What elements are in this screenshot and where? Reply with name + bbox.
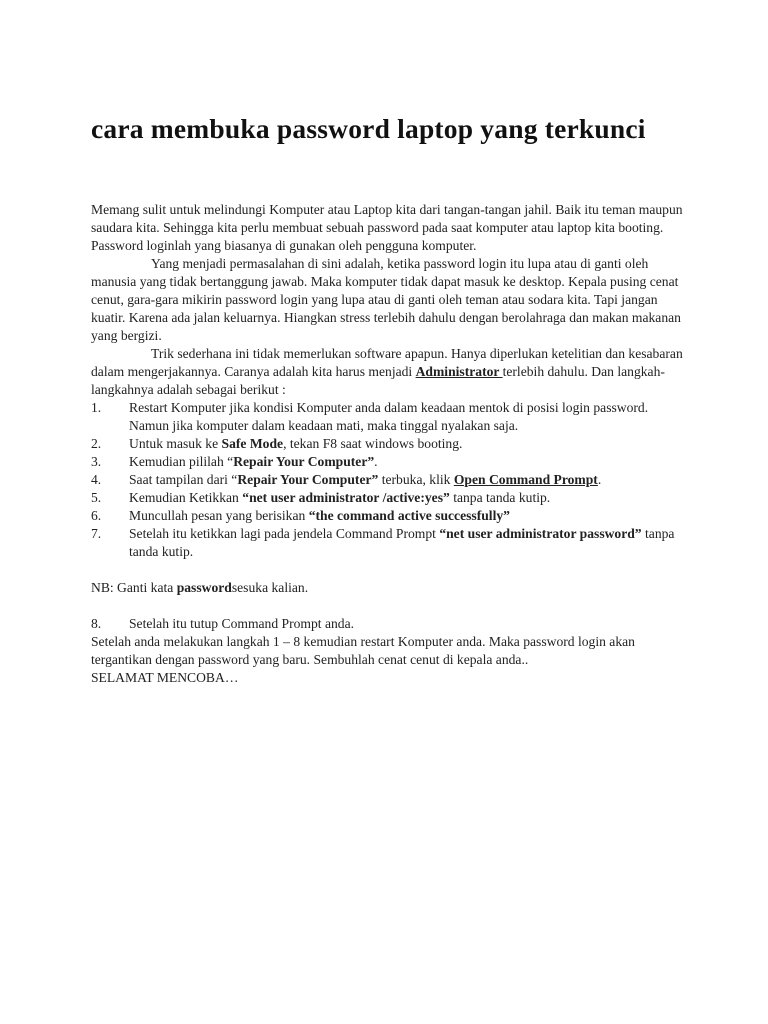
step-number: 6. [91,508,102,523]
step-text-part: terbuka, klik [378,472,454,487]
step-text-part: Setelah itu ketikkan lagi pada jendela Command Prompt [129,526,440,541]
step-text [129,471,691,489]
command-message: “the command active successfully” [308,508,510,523]
step-number: 2. [91,436,102,451]
step-text-part: tanpa tanda kutip. [449,490,551,505]
paragraph-intro: Memang sulit untuk melindungi Komputer atau Laptop kita dari tangan-tangan jahil. Baik itu teman maupun saudara kita. Sehingga kita perlu membuat sebuah password pada saat komputer atau laptop kita booting. Password loginlah yang biasanya di gunakan oleh pengguna komputer. [91,202,683,253]
step-text-part: . [597,472,602,487]
spacer [91,597,691,615]
step-text-part: Untuk masuk ke [129,436,222,451]
safe-mode-term: Safe Mode [221,436,284,451]
step-text [129,453,691,471]
article-body [91,201,691,687]
step-1 [91,399,691,435]
signoff: SELAMAT MENCOBA… [91,670,239,685]
step-text: Restart Komputer jika kondisi Komputer anda dalam keadaan mentok di posisi login password. Namun jika komputer dalam keadaan mati, maka tinggal nyalakan saja. [129,400,649,433]
step-2 [91,435,691,453]
step-text: Setelah itu tutup Command Prompt anda. [129,616,355,631]
password-term: password [176,580,232,595]
step-text [129,525,691,561]
paragraph-trick-text: Trik sederhana ini tidak memerlukan software apapun. Hanya diperlukan ketelitian dan kesabaran dalam mengerjakannya. Caranya adalah kita harus menjadi [91,346,683,379]
step-8 [91,615,691,633]
paragraph-problem: Yang menjadi permasalahan di sini adalah, ketika password login itu lupa atau di ganti oleh manusia yang tidak bertanggung jawab. Maka komputer tidak dapat masuk ke desktop. Kepala pusing cenat cenut, gara-gara mikirin password login yang lupa atau di ganti oleh teman atau sodara kita. Tapi jangan kuatir. Karena ada jalan keluarnya. Hiangkan stress terlebih dahulu dengan berolahraga dan makan makanan yang bergizi. [91,256,681,343]
repair-computer-term: Repair Your Computer” [237,472,379,487]
paragraph-trick-tail: terlebih dahulu. Dan langkah-langkahnya adalah sebagai berikut : [91,364,665,397]
step-text-part: Saat tampilan dari “ [129,472,238,487]
repair-computer-term: Repair Your Computer” [233,454,375,469]
note [91,579,691,597]
step-text-part: Muncullah pesan yang berisikan [129,508,309,523]
step-5 [91,489,691,507]
step-text [129,489,691,507]
step-number: 3. [91,454,102,469]
step-number: 8. [91,616,102,631]
step-text-part: tanpa tanda kutip. [129,526,675,559]
step-text [129,435,691,453]
step-number: 4. [91,472,102,487]
step-number: 7. [91,526,102,541]
step-3 [91,453,691,471]
open-command-prompt-term: Open Command Prompt [453,472,598,487]
step-text-part: , tekan F8 saat windows booting. [283,436,463,451]
command-text: “net user administrator /active:yes” [242,490,450,505]
step-text-part: Kemudian pililah “ [129,454,234,469]
step-text-part: . [374,454,378,469]
step-number: 5. [91,490,102,505]
note-text: NB: Ganti kata [91,580,177,595]
note-text: sesuka kalian. [231,580,309,595]
page-title: cara membuka password laptop yang terkunci [91,113,646,144]
administrator-term: Administrator [415,364,503,379]
paragraph-trick [91,345,691,399]
command-text: “net user administrator password” [439,526,642,541]
step-6 [91,507,691,525]
step-number: 1. [91,400,102,415]
step-4 [91,471,691,489]
step-7 [91,525,691,561]
step-text-part: Kemudian Ketikkan [129,490,243,505]
paragraph-closing: Setelah anda melakukan langkah 1 – 8 kemudian restart Komputer anda. Maka password login akan tergantikan dengan password yang baru. Sembuhlah cenat cenut di kepala anda.. [91,634,635,667]
spacer [91,561,691,579]
step-text [129,507,691,525]
